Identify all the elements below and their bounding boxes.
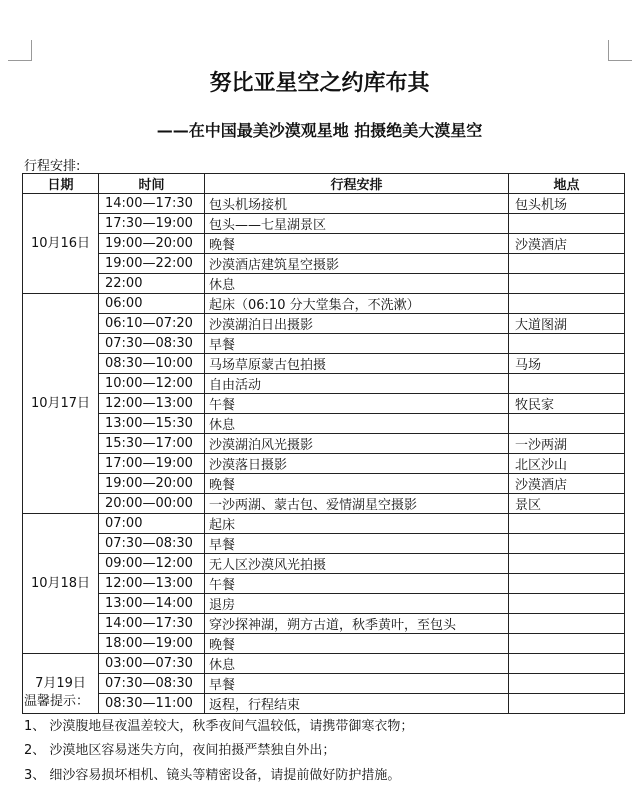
table-row (23, 634, 625, 654)
time-cell: 17:30—19:00 (99, 214, 205, 234)
location-cell (509, 694, 625, 714)
table-row (23, 414, 625, 434)
page-corner-mark-top-left-vertical (31, 40, 32, 61)
date-cell: 10月18日 (23, 514, 99, 654)
table-row (23, 374, 625, 394)
header-location: 地点 (509, 174, 625, 194)
schedule-body (23, 194, 625, 714)
time-cell: 07:30—08:30 (99, 334, 205, 354)
time-cell: 08:30—10:00 (99, 354, 205, 374)
location-cell: 包头机场 (509, 194, 625, 214)
time-cell: 12:00—13:00 (99, 574, 205, 594)
time-cell: 20:00—00:00 (99, 494, 205, 514)
activity-cell: 休息 (205, 274, 509, 294)
time-cell: 13:00—14:00 (99, 594, 205, 614)
location-cell: 马场 (509, 354, 625, 374)
location-cell (509, 374, 625, 394)
activity-cell: 马场草原蒙古包拍摄 (205, 354, 509, 374)
time-cell: 07:30—08:30 (99, 534, 205, 554)
tip-item: 3、 细沙容易损坏相机、镜头等精密设备，请提前做好防护措施。 (24, 767, 401, 783)
table-row (23, 274, 625, 294)
table-row (23, 574, 625, 594)
activity-cell: 起床 (205, 514, 509, 534)
date-cell: 10月17日 (23, 294, 99, 514)
activity-cell: 一沙两湖、蒙古包、爱情湖星空摄影 (205, 494, 509, 514)
location-cell (509, 414, 625, 434)
location-cell (509, 674, 625, 694)
activity-cell: 沙漠酒店建筑星空摄影 (205, 254, 509, 274)
time-cell: 19:00—20:00 (99, 234, 205, 254)
time-cell: 12:00—13:00 (99, 394, 205, 414)
time-cell: 17:00—19:00 (99, 454, 205, 474)
time-cell: 19:00—22:00 (99, 254, 205, 274)
time-cell: 07:00 (99, 514, 205, 534)
table-row (23, 254, 625, 274)
table-row (23, 534, 625, 554)
tip-item: 1、 沙漠腹地昼夜温差较大，秋季夜间气温较低，请携带御寒衣物； (24, 718, 414, 734)
table-row (23, 474, 625, 494)
time-cell: 14:00—17:30 (99, 194, 205, 214)
time-cell: 19:00—20:00 (99, 474, 205, 494)
time-cell: 09:00—12:00 (99, 554, 205, 574)
time-cell: 06:10—07:20 (99, 314, 205, 334)
table-row (23, 494, 625, 514)
table-row (23, 654, 625, 674)
activity-cell: 沙漠湖泊风光摄影 (205, 434, 509, 454)
time-cell: 14:00—17:30 (99, 614, 205, 634)
activity-cell: 晚餐 (205, 634, 509, 654)
header-activity: 行程安排 (205, 174, 509, 194)
date-cell: 7月19日 (23, 654, 99, 714)
table-row (23, 554, 625, 574)
table-row (23, 614, 625, 634)
location-cell (509, 574, 625, 594)
location-cell (509, 214, 625, 234)
table-row (23, 294, 625, 314)
table-row (23, 434, 625, 454)
schedule-table (22, 173, 625, 714)
time-cell: 07:30—08:30 (99, 674, 205, 694)
location-cell: 一沙两湖 (509, 434, 625, 454)
page-corner-mark-top-right (608, 60, 632, 61)
activity-cell: 起床（06:10 分大堂集合，不洗漱） (205, 294, 509, 314)
table-row (23, 214, 625, 234)
page-corner-mark-top-left (8, 60, 32, 61)
time-cell: 18:00—19:00 (99, 634, 205, 654)
location-cell (509, 554, 625, 574)
activity-cell: 晚餐 (205, 474, 509, 494)
location-cell (509, 274, 625, 294)
document-title: 努比亚星空之约库布其 (209, 71, 430, 96)
location-cell (509, 634, 625, 654)
page-corner-mark-top-right-vertical (608, 40, 609, 61)
activity-cell: 沙漠湖泊日出摄影 (205, 314, 509, 334)
location-cell: 沙漠酒店 (509, 234, 625, 254)
table-header-row (23, 174, 625, 194)
document-subtitle: ——在中国最美沙漠观星地 拍摄绝美大漠星空 (156, 121, 483, 140)
activity-cell: 沙漠落日摄影 (205, 454, 509, 474)
location-cell (509, 334, 625, 354)
header-time: 时间 (99, 174, 205, 194)
location-cell (509, 254, 625, 274)
activity-cell: 包头机场接机 (205, 194, 509, 214)
tip-item: 2、 沙漠地区容易迷失方向，夜间拍摄严禁独自外出； (24, 743, 336, 758)
location-cell (509, 614, 625, 634)
table-row (23, 334, 625, 354)
location-cell: 大道图湖 (509, 314, 625, 334)
table-row (23, 314, 625, 334)
time-cell: 15:30—17:00 (99, 434, 205, 454)
activity-cell: 晚餐 (205, 234, 509, 254)
tips-heading: 温馨提示： (24, 694, 90, 709)
location-cell (509, 514, 625, 534)
location-cell (509, 594, 625, 614)
activity-cell: 休息 (205, 654, 509, 674)
location-cell: 景区 (509, 494, 625, 514)
location-cell (509, 294, 625, 314)
table-row (23, 234, 625, 254)
activity-cell: 早餐 (205, 534, 509, 554)
time-cell: 03:00—07:30 (99, 654, 205, 674)
table-row (23, 454, 625, 474)
activity-cell: 早餐 (205, 334, 509, 354)
table-row (23, 594, 625, 614)
location-cell: 北区沙山 (509, 454, 625, 474)
time-cell: 08:30—11:00 (99, 694, 205, 714)
schedule-label: 行程安排: (24, 159, 81, 174)
header-date: 日期 (23, 174, 99, 194)
time-cell: 06:00 (99, 294, 205, 314)
location-cell: 沙漠酒店 (509, 474, 625, 494)
time-cell: 13:00—15:30 (99, 414, 205, 434)
tips-section (24, 690, 413, 788)
activity-cell: 午餐 (205, 394, 509, 414)
activity-cell: 休息 (205, 414, 509, 434)
time-cell: 22:00 (99, 274, 205, 294)
table-row (23, 194, 625, 214)
table-row (23, 514, 625, 534)
location-cell (509, 534, 625, 554)
activity-cell: 自由活动 (205, 374, 509, 394)
location-cell (509, 654, 625, 674)
table-row (23, 354, 625, 374)
table-row (23, 394, 625, 414)
activity-cell: 退房 (205, 594, 509, 614)
time-cell: 10:00—12:00 (99, 374, 205, 394)
date-cell: 10月16日 (23, 194, 99, 294)
activity-cell: 包头——七星湖景区 (205, 214, 509, 234)
activity-cell: 返程，行程结束 (205, 694, 509, 714)
activity-cell: 午餐 (205, 574, 509, 594)
activity-cell: 穿沙探神湖，朔方古道，秋季黄叶，至包头 (205, 614, 509, 634)
activity-cell: 无人区沙漠风光拍摄 (205, 554, 509, 574)
location-cell: 牧民家 (509, 394, 625, 414)
activity-cell: 早餐 (205, 674, 509, 694)
